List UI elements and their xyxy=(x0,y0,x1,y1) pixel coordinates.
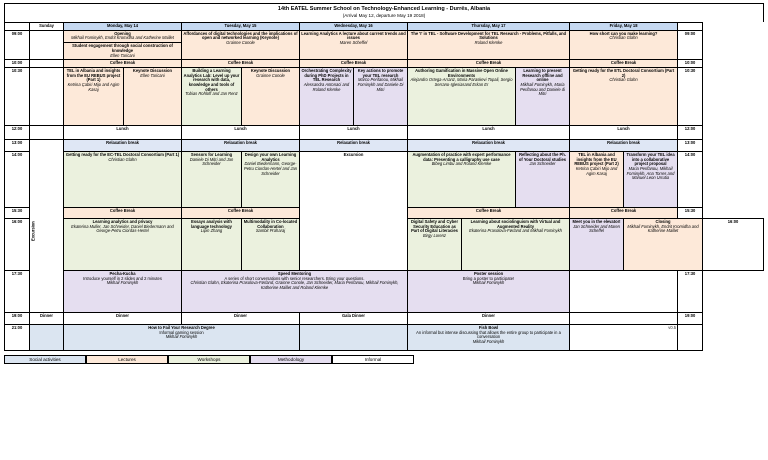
session-title: Digital Safety and Cyber Security Education as Part of Digital Literacies xyxy=(410,218,459,234)
legend-lectures: Lectures xyxy=(86,355,168,364)
session-mon-1030-tel[interactable] xyxy=(64,67,124,125)
session-people: Mikhail Fominykh xyxy=(106,280,139,286)
session-title: TEL in Albania and insights from the EU REBUS project (Part 2) xyxy=(574,151,619,167)
session-tue-1730-speed[interactable] xyxy=(182,270,408,312)
session-mon-2100-howto[interactable] xyxy=(64,324,300,350)
dinner-thu: Dinner xyxy=(408,312,570,324)
legend-social-activities: Social activities xyxy=(4,355,86,364)
dinner-sun: Dinner xyxy=(30,312,64,324)
time-label-1030: 10:30 xyxy=(5,67,30,125)
page-subtitle: (Arrival May 12, departure May 19 2018) xyxy=(342,13,426,18)
time-label-2100-right xyxy=(678,324,703,350)
session-title: The 'I' in TEL - Software Development for TEL Research - Problems, Pitfalls, and Solutions xyxy=(410,30,567,41)
excursion-sidebar: Excursion xyxy=(30,151,64,312)
coffee-break-tue-pm: Coffee Break xyxy=(182,207,300,218)
row-1730 xyxy=(5,270,764,312)
session-thu-1600-learning[interactable] xyxy=(462,218,570,270)
session-title: Speed Mentoring xyxy=(277,270,312,276)
corner-cell xyxy=(5,23,30,31)
row-1000-coffee xyxy=(5,60,764,68)
session-title: Getting ready for the EC-TEL Doctoral Consortium (Part 1) xyxy=(65,151,180,157)
legend-workshops: Workshops xyxy=(168,355,250,364)
coffee-break-wed: Coffee Break xyxy=(300,60,408,68)
session-title: Learning to present Research offline and online xyxy=(522,67,563,83)
dinner-tue: Dinner xyxy=(182,312,300,324)
session-title: How short can you make learning? xyxy=(589,30,658,36)
coffee-break-fri-pm: Coffee Break xyxy=(570,207,678,218)
time-label-1200-right: 12:00 xyxy=(678,125,703,139)
session-title: Poster session xyxy=(473,270,504,276)
time-label-1730: 17:30 xyxy=(5,270,30,312)
row-2100 xyxy=(5,324,764,350)
session-fri-0900[interactable] xyxy=(570,30,678,60)
legend-informal: Informal xyxy=(332,355,414,364)
session-people: Christian Glahn xyxy=(609,35,638,41)
session-thu-2100-fishbowl[interactable] xyxy=(408,324,570,350)
col-header-tuesday: Tuesday, May 15 xyxy=(182,23,300,31)
session-people: Mikhail Fominykh, Endrit Kromidha and Katherine Maillet xyxy=(71,35,174,41)
col-header-friday: Friday, May 18 xyxy=(570,23,678,31)
coffee-break-thu: Coffee Break xyxy=(408,60,570,68)
session-people: Marco Perifanou, Mikhail Fominykh and Daniele Di Mitri xyxy=(357,77,404,92)
session-people: Ketrina Çabiri Mijo and Agim Kasaj xyxy=(575,166,618,176)
session-people: Mikhail Fominykh, Maria Perifanou and Daniele di Mitri xyxy=(520,82,565,97)
session-people: Ekaterina Prasolova-Førland and Mikhail Fominykh xyxy=(469,228,562,234)
session-tue-1600-multi[interactable] xyxy=(242,218,300,270)
session-title: Opening xyxy=(114,30,131,36)
session-people: Ellen Taricani xyxy=(140,72,165,78)
row-1030 xyxy=(5,67,764,125)
session-title: Transform your TEL idea into a collaborative project proposal xyxy=(626,151,675,167)
session-people: Grainne Conole xyxy=(226,40,255,46)
sunday-empty-1000 xyxy=(30,60,64,68)
relaxation-break-thu: Relaxation break xyxy=(408,139,570,151)
session-title: Pecha-Kucha xyxy=(109,270,136,276)
session-mon-1030-keynote[interactable] xyxy=(124,67,182,125)
session-tue-1030-building[interactable] xyxy=(182,67,242,125)
session-people: Ellen Taricani xyxy=(110,52,135,58)
row-1900-dinner xyxy=(5,312,764,324)
session-title: Augmentation of practice with expert performance data: Presenting a calligraphy use case xyxy=(412,151,511,162)
session-title: Fish Bowl xyxy=(478,324,499,330)
session-tue-1600-essays[interactable] xyxy=(182,218,242,270)
session-thu-1030-auth[interactable] xyxy=(408,67,516,125)
session-title: How to Fail Your Research Degree xyxy=(148,324,215,330)
time-label-1000-right: 10:00 xyxy=(678,60,703,68)
time-label-1300: 13:00 xyxy=(5,139,30,151)
session-people: Christian Glahn xyxy=(108,156,137,162)
page-title: 14th EATEL Summer School on Technology-Enhanced Learning - Durrës, Albania xyxy=(277,6,491,12)
session-title: Student engagement through social construction of knowledge xyxy=(72,43,173,53)
session-title: Authoring Gamification in Massive Open Online Environments xyxy=(415,67,508,78)
lunch-tue: Lunch xyxy=(182,125,300,139)
session-desc: An informal but intense discussing that allows the entire group to participate in a conversation xyxy=(416,329,561,340)
row-1400 xyxy=(5,151,764,207)
time-label-1030-right: 10:30 xyxy=(678,67,703,125)
session-people: Birgy Lorenz xyxy=(423,233,446,239)
legend-methodology: Methodology xyxy=(250,355,332,364)
session-tue-1030-keynote[interactable] xyxy=(242,67,300,125)
relaxation-break-mon: Relaxation break xyxy=(64,139,182,151)
session-people: Daniele Di Mitri and Jan Schneider xyxy=(189,156,234,167)
time-label-1730-right: 17:30 xyxy=(678,270,703,312)
time-label-2100: 21:00 xyxy=(5,324,30,350)
session-people: Ekaterina Muller, Jan Schneider, Daniel Biedermann and George-Petru Ciordas-Hertel xyxy=(71,223,174,234)
friday-empty-1900 xyxy=(570,312,678,324)
corner-cell-right xyxy=(678,23,703,31)
session-thu-0900[interactable] xyxy=(408,30,570,60)
session-mon-0900-opening[interactable] xyxy=(64,30,182,42)
title-block xyxy=(4,3,764,22)
session-title: Keynote Discussion xyxy=(132,67,173,73)
lunch-mon: Lunch xyxy=(64,125,182,139)
session-people: Ketrina Çabiri Mijo and Agim Kasaj xyxy=(67,82,120,92)
sunday-empty-2100 xyxy=(30,324,64,350)
coffee-break-mon: Coffee Break xyxy=(64,60,182,68)
session-people: Roland Klemke xyxy=(474,40,503,46)
session-thu-1400-reflect[interactable] xyxy=(516,151,570,207)
session-tue-1400-design[interactable] xyxy=(242,151,300,207)
version-label: v0.5 xyxy=(570,324,678,350)
session-wed-1030-key[interactable] xyxy=(354,67,408,125)
session-thu-1730-poster[interactable] xyxy=(408,270,570,312)
col-header-monday: Monday, May 14 xyxy=(64,23,182,31)
session-people: Mikhail Fominykh xyxy=(165,334,198,340)
session-mon-1400-getting[interactable] xyxy=(64,151,182,207)
time-label-0900: 09:00 xyxy=(5,30,30,60)
col-header-wednesday: Wednesday, May 16 xyxy=(300,23,408,31)
session-people: Mikhail Fominykh xyxy=(472,339,505,345)
session-people: Daniel Biedermann, George-Petru Ciordas-Hertel and Jan Schneider xyxy=(243,161,298,176)
session-title: Learning about sociolinguism with Virtual and Augmented Reality xyxy=(470,218,561,229)
table-header-row xyxy=(5,23,764,31)
session-title: Orchestrating Complexity during PhD Projects in TEL Research xyxy=(301,67,352,83)
session-people: Tobias Rohloff and Jan Renz xyxy=(185,91,238,97)
session-tue-1400-sensors[interactable] xyxy=(182,151,242,207)
row-1200-lunch xyxy=(5,125,764,139)
coffee-break-thu-pm: Coffee Break xyxy=(408,207,570,218)
session-fri-1030[interactable] xyxy=(570,67,678,125)
session-people: Christian Glahn, Ekaterina Prasolova-Førland, Grainne Conole, Jan Schneider, Maria Perifanou, Mikhail Fominykh, Katherine Maillet and Roland Klemke xyxy=(190,280,399,291)
session-title: Meet you in the elevator! xyxy=(572,218,621,224)
session-desc: Introduce yourself in 2 slides and 2 minutes xyxy=(83,275,162,281)
session-people: Christian Glahn xyxy=(609,77,638,83)
session-title: Keynote Discussion xyxy=(250,67,291,73)
session-fri-1400-transform[interactable] xyxy=(624,151,678,207)
session-desc: Bring a poster to participate! xyxy=(462,275,515,281)
session-title: Key actions to promote your TEL research xyxy=(357,67,404,78)
col-header-thursday: Thursday, May 17 xyxy=(408,23,570,31)
time-label-0900-right: 09:00 xyxy=(678,30,703,60)
session-people: Jan Schneider xyxy=(529,161,556,167)
session-title: TEL in Albania and insights from the EU REBUS project (Part 1) xyxy=(66,67,121,83)
sunday-empty-1300 xyxy=(30,139,64,151)
session-desc: A series of short conversations with senior researchers. Bring your questions. xyxy=(224,275,365,281)
gala-dinner-wed: Gala Dinner xyxy=(300,312,408,324)
session-mon-0900-student[interactable] xyxy=(64,43,182,60)
session-mon-1600-learning[interactable] xyxy=(64,218,182,270)
session-people: Maria Perifanou, Mikhail Fominykh, Ana Torres and Manuel Leon Urrutia xyxy=(626,166,675,181)
session-title: Essays analysis with language technology xyxy=(191,218,232,229)
friday-empty-1730 xyxy=(570,270,678,312)
session-title: Sensors for Learning xyxy=(190,151,233,157)
session-title: Learning analytics and privacy xyxy=(92,218,153,224)
session-people: Grainne Conole xyxy=(256,72,285,78)
row-1300-relax xyxy=(5,139,764,151)
session-title: Reflecting about the Ph. of Your Doctoral studies xyxy=(518,151,567,162)
sunday-empty-1200 xyxy=(30,125,64,139)
sunday-empty-0900 xyxy=(30,30,64,60)
session-tue-1600-digital[interactable] xyxy=(408,218,462,270)
lunch-wed: Lunch xyxy=(300,125,408,139)
relaxation-break-wed: Relaxation break xyxy=(300,139,408,151)
session-title: Design your own Learning Analytics xyxy=(244,151,297,162)
relaxation-break-tue: Relaxation break xyxy=(182,139,300,151)
session-title: Getting ready for the ETL Doctoral Consortium (Part 2) xyxy=(572,67,675,78)
session-title: Building a Learning Analytics Lab: Level up your research with data, knowledge and tools of others xyxy=(183,67,240,92)
session-people: Alessandra Antonaci and Roland Klemke xyxy=(303,82,350,92)
time-label-1300-right: 13:00 xyxy=(678,139,703,151)
session-thu-1600-elevator[interactable] xyxy=(570,218,624,270)
relaxation-break-fri: Relaxation break xyxy=(570,139,678,151)
session-thu-1030-learn[interactable] xyxy=(516,67,570,125)
coffee-break-fri: Coffee Break xyxy=(570,60,678,68)
time-label-1000: 10:00 xyxy=(5,60,30,68)
time-label-1400-right: 14:00 xyxy=(678,151,703,207)
session-wed-1030-orchestrating[interactable] xyxy=(300,67,354,125)
time-label-1530: 15:30 xyxy=(5,207,30,218)
lunch-thu: Lunch xyxy=(408,125,570,139)
session-people: Lipin Zhang xyxy=(200,228,223,234)
session-title: Learning Analytics A lecture about current trends and issues xyxy=(301,30,406,41)
session-people: Maren Scheffel xyxy=(339,40,368,46)
session-fri-1400-tel[interactable] xyxy=(570,151,624,207)
wednesday-empty-2100 xyxy=(300,324,408,350)
row-0900 xyxy=(5,30,764,42)
session-people: Sambit Praharaj xyxy=(255,228,286,234)
legend xyxy=(4,355,764,364)
time-label-1600-right: 16:00 xyxy=(703,218,764,270)
coffee-break-tue: Coffee Break xyxy=(182,60,300,68)
session-title: Affordances of digital technologies and the implications of open and networked learning (Keynote) xyxy=(183,30,298,41)
time-label-1400: 14:00 xyxy=(5,151,30,207)
schedule-table xyxy=(4,22,764,351)
session-people: Mikhail Fominykh xyxy=(472,280,505,286)
session-people: Jan Schneider and Maren Scheffel xyxy=(573,223,620,234)
session-people: Bibeg Limbu and Roland Klemke xyxy=(431,161,492,167)
sunday-empty-1030 xyxy=(30,67,64,125)
session-mon-1730-pecha[interactable] xyxy=(64,270,182,312)
lunch-fri: Lunch xyxy=(570,125,678,139)
session-title: Closing xyxy=(655,218,671,224)
time-label-1200: 12:00 xyxy=(5,125,30,139)
dinner-mon: Dinner xyxy=(64,312,182,324)
col-header-sunday: Sunday xyxy=(30,23,64,31)
coffee-break-mon-pm: Coffee Break xyxy=(64,207,182,218)
time-label-1530-right: 15:30 xyxy=(678,207,703,218)
session-people: Alejandro Ortega-Arranz, Maria Paraskevi Topali, Sergio Serrano-Iglesiasand Erkan Er xyxy=(410,77,513,88)
session-people: Mikhail Fominykh, Endrit Kromidha and Katherine Maillet xyxy=(627,223,699,234)
session-fri-1600-closing[interactable] xyxy=(624,218,703,270)
time-label-1900: 19:00 xyxy=(5,312,30,324)
session-thu-1400-augment[interactable] xyxy=(408,151,516,207)
session-desc: Informal gaming session xyxy=(159,329,204,335)
session-wed-0900[interactable] xyxy=(300,30,408,60)
session-tue-0900[interactable] xyxy=(182,30,300,60)
session-title: Multimodality in Co-located Collaboration xyxy=(243,218,298,229)
time-label-1900-right: 19:00 xyxy=(678,312,703,324)
time-label-1600: 16:00 xyxy=(5,218,30,270)
excursion-wed: Excursion xyxy=(300,151,408,270)
